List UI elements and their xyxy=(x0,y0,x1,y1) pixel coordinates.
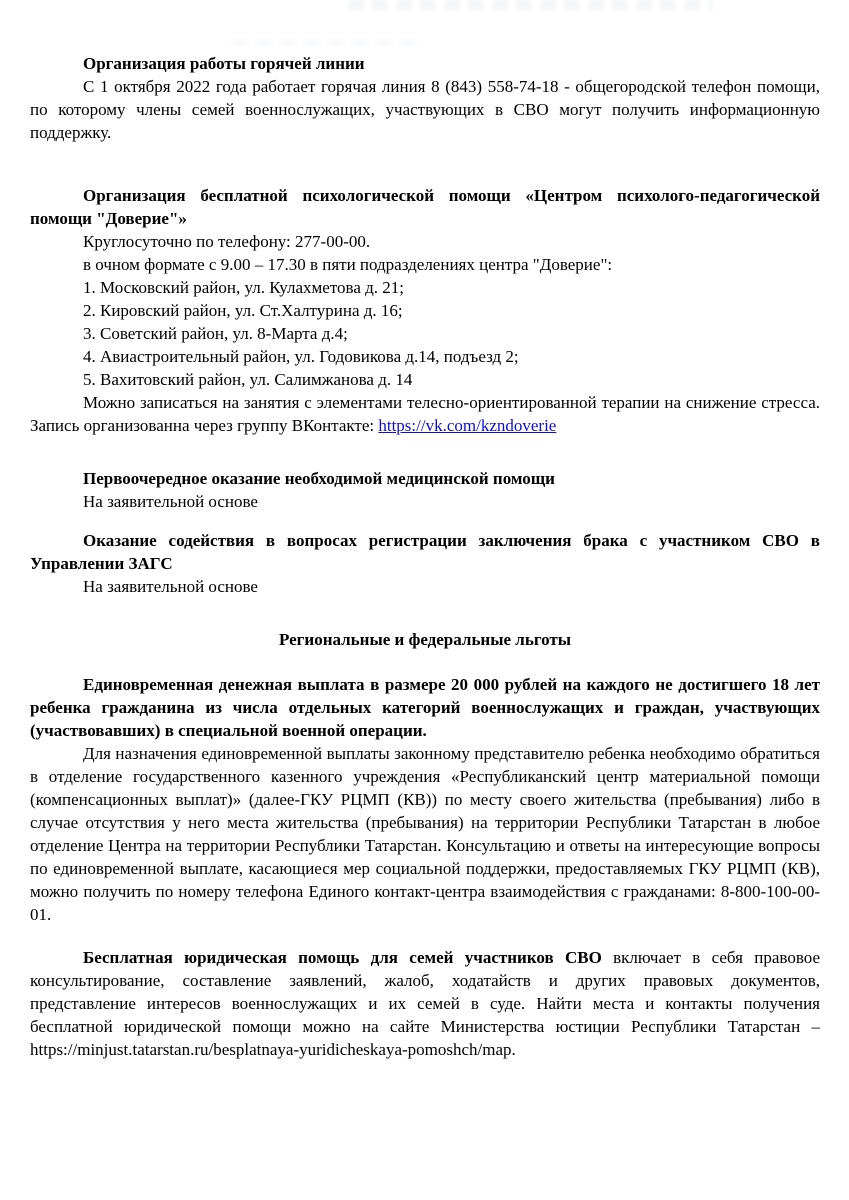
section-heading-psych-help: Организация бесплатной психологической помощи «Центром психолого-педагогической помощи "Доверие"» xyxy=(30,186,820,228)
branch-list-item: 2. Кировский район, ул. Ст.Халтурина д. 16; xyxy=(83,301,403,320)
psych-signup-text: Можно записаться на занятия с элементами телесно-ориентированной терапии на снижение стресса. Запись организованна через группу ВКонтакте: xyxy=(30,393,820,435)
branch-list-item: 3. Советский район, ул. 8-Марта д.4; xyxy=(83,324,348,343)
vk-doverie-link[interactable]: https://vk.com/kzndoverie xyxy=(378,416,557,435)
faint-scan-artifact-second xyxy=(232,39,422,47)
legal-aid-text: включает в себя правовое консультирование, составление заявлений, жалоб, ходатайств и других правовых документов, представление интересов военнослужащих и их семей в суде. Найти места и контакты получения бесплатной юридической помощи можно на сайте Министерства юстиции Республики Татарстан – https://minjust.tatarstan.ru/besplatnaya-yuridicheskaya-pomoshch/map. xyxy=(30,948,820,1059)
branch-list-item: 1. Московский район, ул. Кулахметова д. 21; xyxy=(83,278,405,297)
psych-phone-line: Круглосуточно по телефону: 277-00-00. xyxy=(83,232,371,251)
hotline-paragraph: С 1 октября 2022 года работает горячая линия 8 (843) 558-74-18 - общегородской телефон помощи, по которому члены семей военнослужащих, участвующих в СВО могут получить информационную поддержку. xyxy=(30,77,820,142)
section-heading-hotline: Организация работы горячей линии xyxy=(83,54,365,73)
document-content xyxy=(30,52,820,1061)
psych-schedule-line: в очном формате с 9.00 – 17.30 в пяти подразделениях центра "Доверие": xyxy=(83,255,613,274)
medical-note: На заявительной основе xyxy=(83,492,258,511)
section-heading-medical: Первоочередное оказание необходимой медицинской помощи xyxy=(83,469,555,488)
branch-list-item: 5. Вахитовский район, ул. Салимжанова д. 14 xyxy=(83,370,413,389)
zags-note: На заявительной основе xyxy=(83,577,258,596)
legal-aid-bold-lead: Бесплатная юридическая помощь для семей участников СВО xyxy=(83,948,602,967)
section-heading-zags: Оказание содействия в вопросах регистрации заключения брака с участником СВО в Управлении ЗАГС xyxy=(30,531,820,573)
benefits-title: Региональные и федеральные льготы xyxy=(278,630,572,649)
legal-aid-paragraph xyxy=(30,946,820,1061)
faint-scan-artifact-top xyxy=(348,0,713,10)
payment-details-paragraph: Для назначения единовременной выплаты законному представителю ребенка необходимо обратиться в отделение государственного казенного учреждения «Республиканский центр материальной помощи (компенсационных выплат)» (далее-ГКУ РЦМП (КВ)) по месту своего жительства (пребывания) либо в случае отсутствия у него места жительства (пребывания) на территории Республики Татарстан в любое отделение Центра на территории Республики Татарстан. Консультацию и ответы на интересующие вопросы по единовременной выплате, касающиеся мер социальной поддержки, предоставляемых ГКУ РЦМП (КВ), можно получить по номеру телефона Единого контакт-центра взаимодействия с гражданами: 8-800-100-00-01. xyxy=(30,744,820,924)
payment-bold-paragraph: Единовременная денежная выплата в размере 20 000 рублей на каждого не достигшего 18 лет ребенка гражданина из числа отдельных категорий военнослужащих и граждан, участвующих (участвовавших) в специальной военной операции. xyxy=(30,675,820,740)
psych-signup-paragraph xyxy=(30,391,820,437)
branch-list-item: 4. Авиастроительный район, ул. Годовикова д.14, подъезд 2; xyxy=(83,347,519,366)
